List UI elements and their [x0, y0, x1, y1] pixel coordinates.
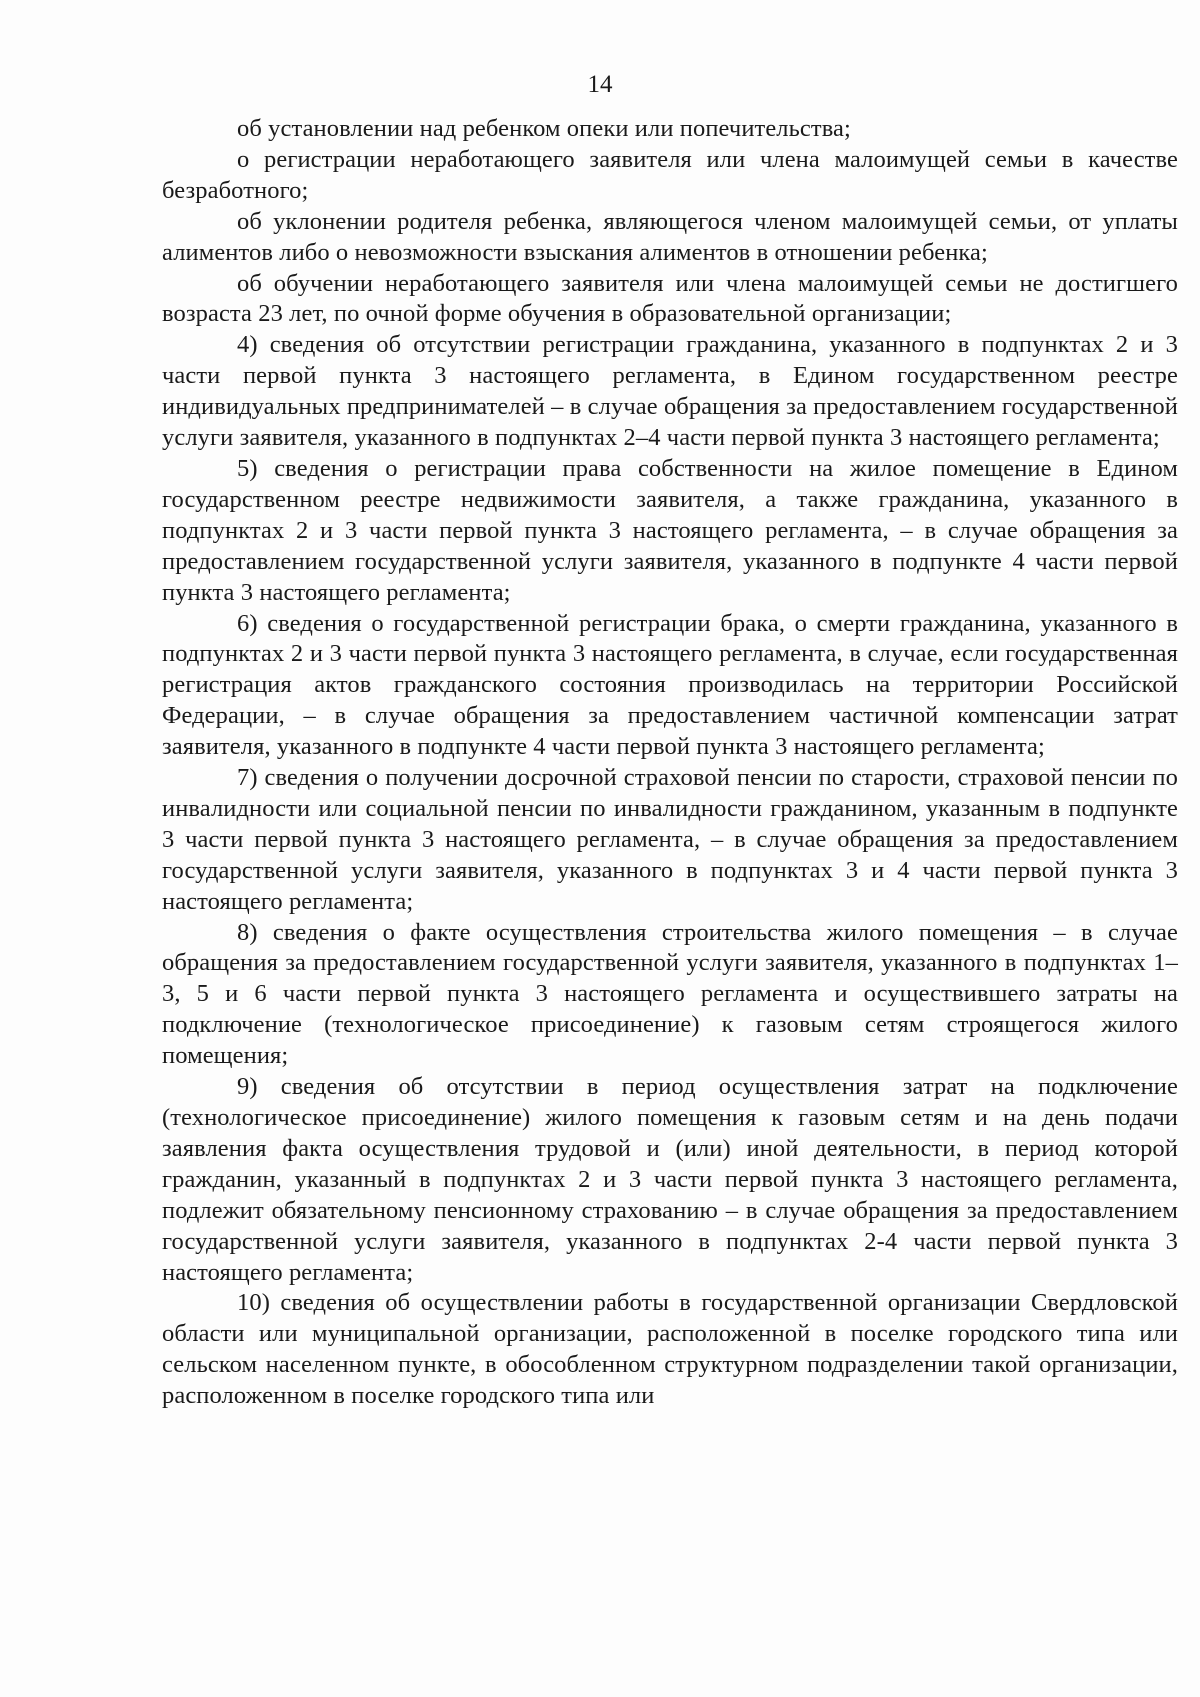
paragraph-item-7: 7) сведения о получении досрочной страховой пенсии по старости, страховой пенсии по инвалидности или социальной пенсии по инвалидности гражданином, указанным в подпункте 3 части первой пункта 3 настоящего регламента, – в случае обращения за предоставлением государственной услуги заявителя, указанного в подпунктах 3 и 4 части первой пункта 3 настоящего регламента;	[162, 764, 1178, 915]
paragraph-item-4: 4) сведения об отсутствии регистрации гражданина, указанного в подпунктах 2 и 3 части первой пункта 3 настоящего регламента, в Едином государственном реестре индивидуальных предпринимателей – в случае обращения за предоставлением государственной услуги заявителя, указанного в подпунктах 2–4 части первой пункта 3 настоящего регламента;	[162, 331, 1178, 452]
paragraph-item-6: 6) сведения о государственной регистрации брака, о смерти гражданина, указанного в подпунктах 2 и 3 части первой пункта 3 настоящего регламента, в случае, если государственная регистрация актов гражданского состояния производилась на территории Российской Федерации, – в случае обращения за предоставлением частичной компенсации затрат заявителя, указанного в подпункте 4 части первой пункта 3 настоящего регламента;	[162, 609, 1178, 761]
paragraph-item-8: 8) сведения о факте осуществления строительства жилого помещения – в случае обращения за предоставлением государственной услуги заявителя, указанного в подпунктах 1–3, 5 и 6 части первой пункта 3 настоящего регламента и осуществившего затраты на подключение (технологическое присоединение) к газовым сетям строящегося жилого помещения;	[162, 918, 1178, 1070]
paragraph-unemployed-registration: о регистрации неработающего заявителя или члена малоимущей семьи в качестве безработного;	[162, 145, 1178, 204]
paragraph-education: об обучении неработающего заявителя или члена малоимущей семьи не достигшего возраста 23 лет, по очной форме обучения в образовательной организации;	[162, 269, 1178, 328]
paragraph-item-9: 9) сведения об отсутствии в период осуществления затрат на подключение (технологическое присоединение) жилого помещения к газовым сетям и на день подачи заявления факта осуществления трудовой и (или) иной деятельности, в период которой гражданин, указанный в подпунктах 2 и 3 части первой пункта 3 настоящего регламента, подлежит обязательному пенсионному страхованию – в случае обращения за предоставлением государственной услуги заявителя, указанного в подпунктах 2-4 части первой пункта 3 настоящего регламента;	[162, 1073, 1178, 1286]
paragraph-item-5: 5) сведения о регистрации права собственности на жилое помещение в Едином государственном реестре недвижимости заявителя, а также гражданина, указанного в подпунктах 2 и 3 части первой пункта 3 настоящего регламента, – в случае обращения за предоставлением государственной услуги заявителя, указанного в подпункте 4 части первой пункта 3 настоящего регламента;	[162, 454, 1178, 606]
paragraph-guardianship: об установлении над ребенком опеки или попечительства;	[237, 115, 851, 142]
paragraph-alimony-evasion: об уклонении родителя ребенка, являющегося членом малоимущей семьи, от уплаты алиментов либо о невозможности взыскания алиментов в отношении ребенка;	[162, 207, 1178, 266]
paragraph-item-10: 10) сведения об осуществлении работы в государственной организации Свердловской области или муниципальной организации, расположенной в поселке городского типа или сельском населенном пункте, в обособленном структурном подразделении такой организации, расположенном в поселке городского типа или	[162, 1289, 1178, 1410]
document-body	[162, 114, 1178, 1412]
page-number: 14	[587, 71, 613, 98]
